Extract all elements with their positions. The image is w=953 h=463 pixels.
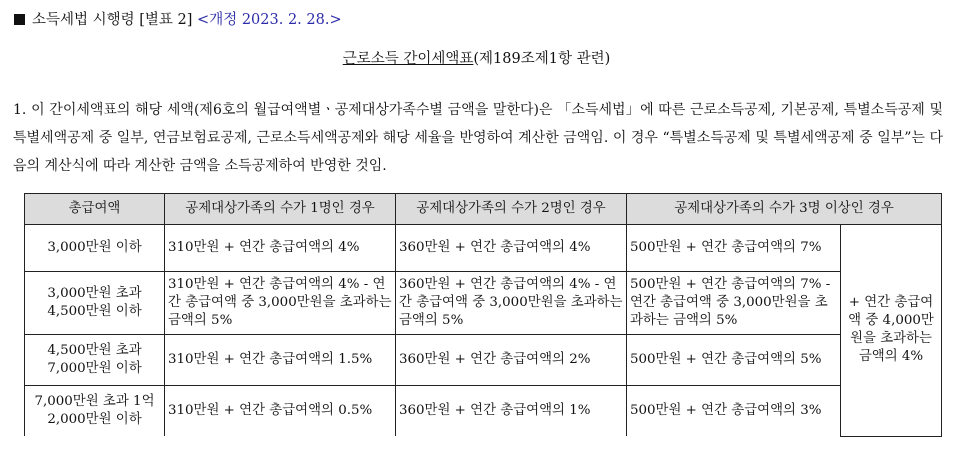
two-dependents-formula: 360만원 + 연간 총급여액의 1% <box>396 386 627 437</box>
title-sub: (제189조제1항 관련) <box>473 51 611 67</box>
one-dependent-formula: 310만원 + 연간 총급여액의 0.5% <box>165 386 396 437</box>
law-reference-header <box>14 8 342 29</box>
title-main: 근로소득 간이세액표 <box>342 51 474 67</box>
one-dependent-formula: 310만원 + 연간 총급여액의 4% <box>165 225 396 272</box>
page-title <box>0 47 953 68</box>
header-three-plus-dependents: 공제대상가족의 수가 3명 이상인 경우 <box>627 194 942 225</box>
header-income: 총급여액 <box>25 194 165 225</box>
one-dependent-formula: 310만원 + 연간 총급여액의 1.5% <box>165 335 396 386</box>
one-dependent-formula: 310만원 + 연간 총급여액의 4% - 연간 총급여액 중 3,000만원을 초과하는 금액의 5% <box>165 272 396 335</box>
three-plus-extra-formula: + 연간 총급여액 중 4,000만원을 초과하는 금액의 4% <box>841 225 942 437</box>
income-bracket: 7,000만원 초과 1억 2,000만원 이하 <box>25 386 165 437</box>
income-bracket: 3,000만원 이하 <box>25 225 165 272</box>
explanation-paragraph: 1. 이 간이세액표의 해당 세액(제6호의 월급여액별ㆍ공제대상가족수별 금액을 말한다)은 「소득세법」에 따른 근로소득공제, 기본공제, 특별소득공제 및 특별세액공제 중 일부, 연금보험료공제, 근로소득세액공제와 해당 세율을 반영하여 계산한 금액임. 이 경우 “특별소득공제 및 특별세액공제 중 일부”는 다음의 계산식에 따라 계산한 금액을 소득공제하여 반영한 것임. <box>13 102 943 174</box>
table-row <box>25 272 942 335</box>
two-dependents-formula: 360만원 + 연간 총급여액의 4% - 연간 총급여액 중 3,000만원을 초과하는 금액의 5% <box>396 272 627 335</box>
deduction-table <box>24 193 942 437</box>
header-one-dependent: 공제대상가족의 수가 1명인 경우 <box>165 194 396 225</box>
two-dependents-formula: 360만원 + 연간 총급여액의 2% <box>396 335 627 386</box>
three-plus-formula: 500만원 + 연간 총급여액의 7% <box>627 225 841 272</box>
table-row <box>25 335 942 386</box>
header-two-dependents: 공제대상가족의 수가 2명인 경우 <box>396 194 627 225</box>
table-row <box>25 225 942 272</box>
three-plus-formula: 500만원 + 연간 총급여액의 7% - 연간 총급여액 중 3,000만원을 초과하는 금액의 5% <box>627 272 841 335</box>
table-header-row <box>25 194 942 225</box>
revision-date: <개정 2023. 2. 28.> <box>197 12 342 28</box>
three-plus-formula: 500만원 + 연간 총급여액의 5% <box>627 335 841 386</box>
income-bracket: 4,500만원 초과 7,000만원 이하 <box>25 335 165 386</box>
two-dependents-formula: 360만원 + 연간 총급여액의 4% <box>396 225 627 272</box>
three-plus-formula: 500만원 + 연간 총급여액의 3% <box>627 386 841 437</box>
table-row <box>25 386 942 437</box>
black-square-icon <box>14 14 25 25</box>
income-bracket: 3,000만원 초과 4,500만원 이하 <box>25 272 165 335</box>
law-name: 소득세법 시행령 [별표 2] <box>32 12 193 28</box>
